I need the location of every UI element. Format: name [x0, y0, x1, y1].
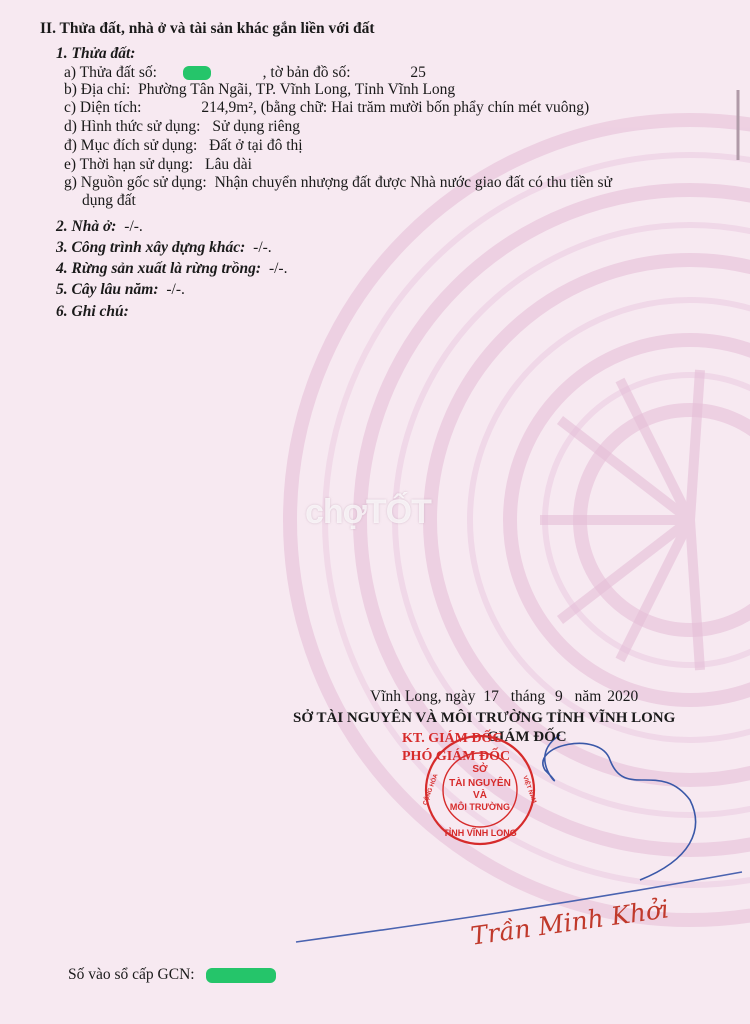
redaction-mark — [183, 66, 211, 80]
usage-form-value: Sử dụng riêng — [212, 118, 300, 135]
house-label: 2. Nhà ở: — [56, 218, 117, 235]
perennial-value: -/-. — [166, 281, 185, 298]
house-row — [56, 218, 143, 236]
origin-label: g) Nguồn gốc sử dụng: — [64, 174, 207, 191]
date-year-label: năm — [574, 688, 602, 705]
area-label: c) Diện tích: — [64, 99, 142, 116]
term-row — [64, 156, 252, 174]
date-prefix: Vĩnh Long, ngày — [370, 688, 476, 705]
address-label: b) Địa chỉ: — [64, 81, 131, 98]
section-title: II. Thửa đất, nhà ở và tài sản khác gắn liền với đất — [40, 20, 375, 37]
certificate-number-row — [68, 966, 276, 984]
notes-row — [56, 303, 129, 321]
date-year: 2020 — [607, 688, 639, 705]
stamp-center-2: TÀI NGUYÊN — [449, 778, 511, 789]
stamp-ring-left: CỘNG HÒA — [422, 773, 440, 807]
area-row — [64, 99, 589, 117]
house-value: -/-. — [124, 218, 143, 235]
official-stamp — [400, 728, 560, 848]
other-construction-value: -/-. — [253, 239, 272, 256]
notes-label: 6. Ghi chú: — [56, 303, 129, 320]
address-value: Phường Tân Ngãi, TP. Vĩnh Long, Tỉnh Vĩnh Long — [138, 81, 456, 98]
redaction-mark — [206, 968, 276, 983]
watermark: chợTỐT — [305, 493, 431, 531]
map-value: 25 — [410, 64, 426, 81]
usage-form-row — [64, 118, 300, 136]
forest-label: 4. Rừng sản xuất là rừng trồng: — [56, 260, 262, 277]
certificate-label: Số vào sổ cấp GCN: — [68, 966, 195, 983]
stamp-center-4: MÔI TRƯỜNG — [449, 802, 511, 812]
stamp-center-3: VÀ — [473, 790, 487, 801]
issue-date — [370, 688, 638, 706]
map-label: , tờ bản đồ số: — [262, 64, 351, 81]
parcel-label: a) Thửa đất số: — [64, 64, 157, 81]
origin-value-line2: dụng đất — [82, 192, 136, 209]
other-construction-row — [56, 239, 272, 257]
date-day: 17 — [483, 688, 499, 705]
origin-value-line1: Nhận chuyển nhượng đất được Nhà nước giao đất có thu tiền sử — [214, 174, 612, 191]
stamp-ring-bottom: TỈNH VĨNH LONG — [443, 828, 517, 838]
forest-value: -/-. — [268, 260, 288, 277]
other-construction-label: 3. Công trình xây dựng khác: — [56, 239, 246, 256]
area-value: 214,9m², (bằng chữ: Hai trăm mười bốn phẩy chín mét vuông) — [201, 99, 590, 116]
stamp-ring-right: VIỆT NAM — [521, 775, 537, 805]
stamp-kt-text: KT. GIÁM ĐỐC — [402, 731, 503, 746]
land-heading: 1. Thửa đất: — [56, 45, 136, 62]
address-row — [64, 81, 455, 99]
origin-row — [64, 174, 612, 192]
date-month-label: tháng — [510, 688, 546, 705]
purpose-label: đ) Mục đích sử dụng: — [64, 137, 198, 154]
stamp-center-1: SỞ — [472, 764, 488, 775]
parcel-row — [64, 64, 426, 82]
term-value: Lâu dài — [204, 156, 252, 173]
date-month: 9 — [555, 688, 563, 705]
department-name: SỞ TÀI NGUYÊN VÀ MÔI TRƯỜNG TỈNH VĨNH LONG — [293, 710, 676, 726]
usage-form-label: d) Hình thức sử dụng: — [64, 118, 201, 135]
signer-name: Trần Minh Khởi — [468, 894, 671, 951]
stamp-deputy-text: PHÓ GIÁM ĐỐC — [402, 749, 511, 764]
director-title: GIÁM ĐỐC — [487, 729, 567, 745]
purpose-value: Đất ở tại đô thị — [209, 137, 303, 154]
term-label: e) Thời hạn sử dụng: — [64, 156, 194, 173]
forest-row — [56, 260, 287, 278]
perennial-row — [56, 281, 185, 299]
purpose-row — [64, 137, 303, 155]
perennial-label: 5. Cây lâu năm: — [56, 281, 159, 298]
